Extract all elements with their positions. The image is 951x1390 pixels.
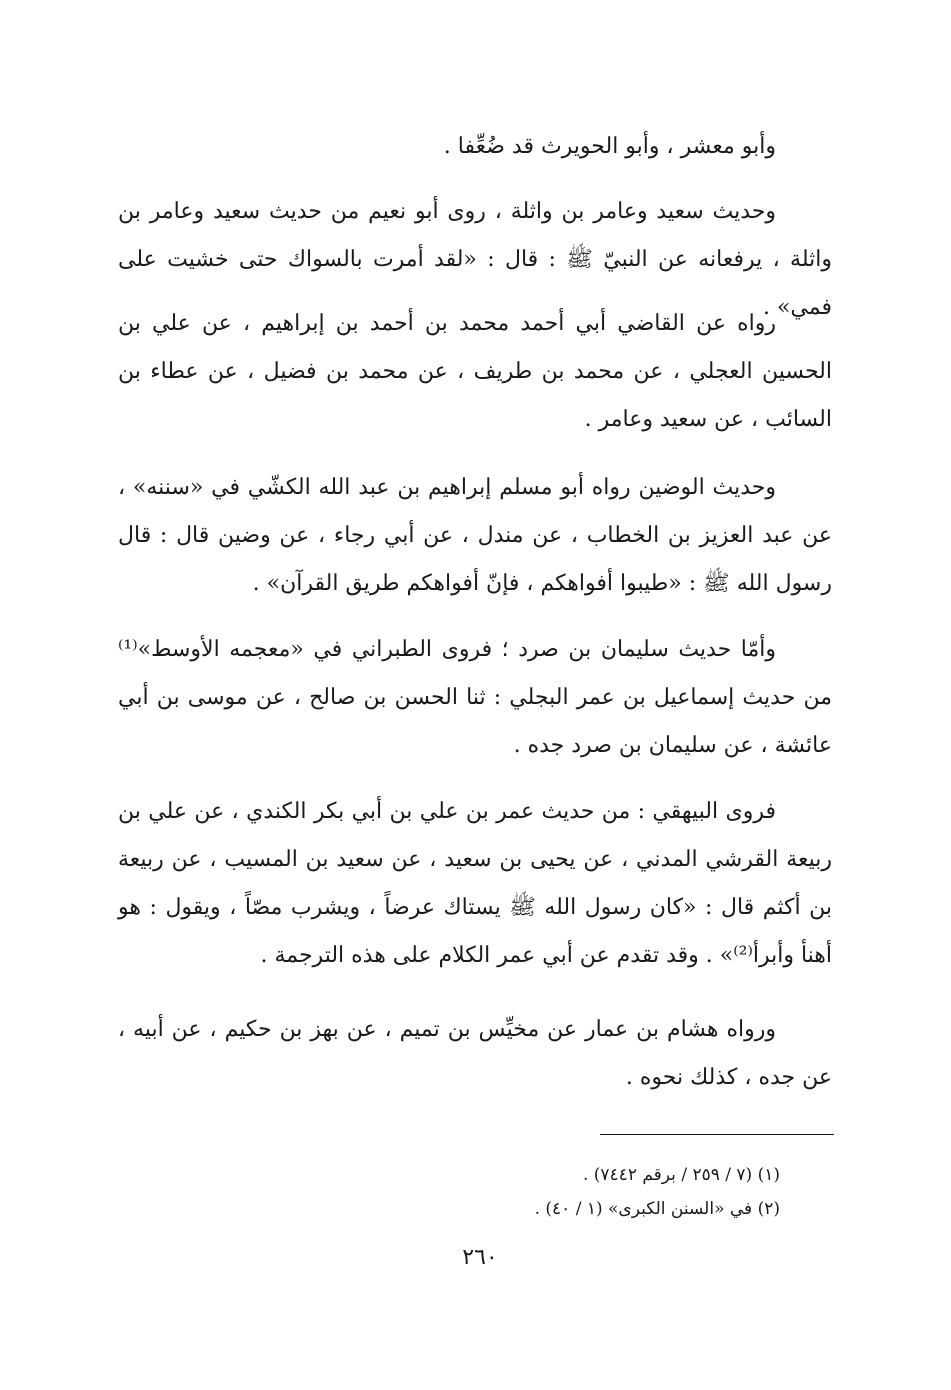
paragraph-5: وأمّا حديث سليمان بن صرد ؛ فروى الطبراني في «معجمه الأوسط»⁽¹⁾ من حديث إسماعيل بن عمر البجلي : ثنا الحسن بن صالح ، عن موسى بن أبي عائشة ، عن سليمان بن صرد جده . <box>118 637 832 758</box>
footnotes <box>400 1158 780 1226</box>
paragraph-6: فروى البيهقي : من حديث عمر بن علي بن أبي بكر الكندي ، عن علي بن ربيعة القرشي المدني ، عن يحيى بن سعيد ، عن سعيد بن المسيب ، عن ربيعة بن أكثم قال : «كان رسول الله ﷺ يستاك عرضاً ، ويشرب مصّاً ، ويقول : هو أهنأ وأبرأ⁽²⁾» . وقد تقدم عن أبي عمر الكلام على هذه الترجمة . <box>118 799 832 968</box>
paragraph-3-block <box>118 300 832 444</box>
paragraph-4-block <box>118 464 832 608</box>
footnote-separator <box>600 1134 834 1135</box>
paragraph-4: وحديث الوضين رواه أبو مسلم إبراهيم بن عبد الله الكشّي في «سننه» ، عن عبد العزيز بن الخطاب ، عن مندل ، عن أبي رجاء ، عن وضين قال : قال رسول الله ﷺ : «طيبوا أفواهكم ، فإنّ أفواهكم طريق القرآن» . <box>118 475 832 596</box>
paragraph-3: رواه عن القاضي أبي أحمد محمد بن أحمد بن إبراهيم ، عن علي بن الحسين العجلي ، عن محمد بن طريف ، عن محمد بن فضيل ، عن عطاء بن السائب ، عن سعيد وعامر . <box>118 311 832 432</box>
paragraph-5-block <box>118 626 832 770</box>
paragraph-7-block <box>118 1006 832 1102</box>
footnote-1: (١) (٧ / ٢٥٩ / برقم ٧٤٤٢) . <box>582 1165 780 1185</box>
footnote-2: (٢) في «السنن الكبرى» (١ / ٤٠) . <box>534 1199 780 1219</box>
paragraph-2: وحديث سعيد وعامر بن واثلة ، روى أبو نعيم من حديث سعيد وعامر بن واثلة ، يرفعانه عن النبيّ ﷺ : قال : «لقد أمرت بالسواك حتى خشيت على فمي» . <box>118 199 832 320</box>
page-number: ٢٦٠ <box>462 1245 498 1270</box>
paragraph-1: وأبو معشر ، وأبو الحويرث قد ضُعِّفا . <box>443 134 776 159</box>
paragraph-6-block <box>118 788 832 980</box>
paragraph-7: ورواه هشام بن عمار عن مخيِّس بن تميم ، عن بهز بن حكيم ، عن أبيه ، عن جده ، كذلك نحوه . <box>118 1017 832 1090</box>
paragraph-1-block <box>118 123 832 171</box>
